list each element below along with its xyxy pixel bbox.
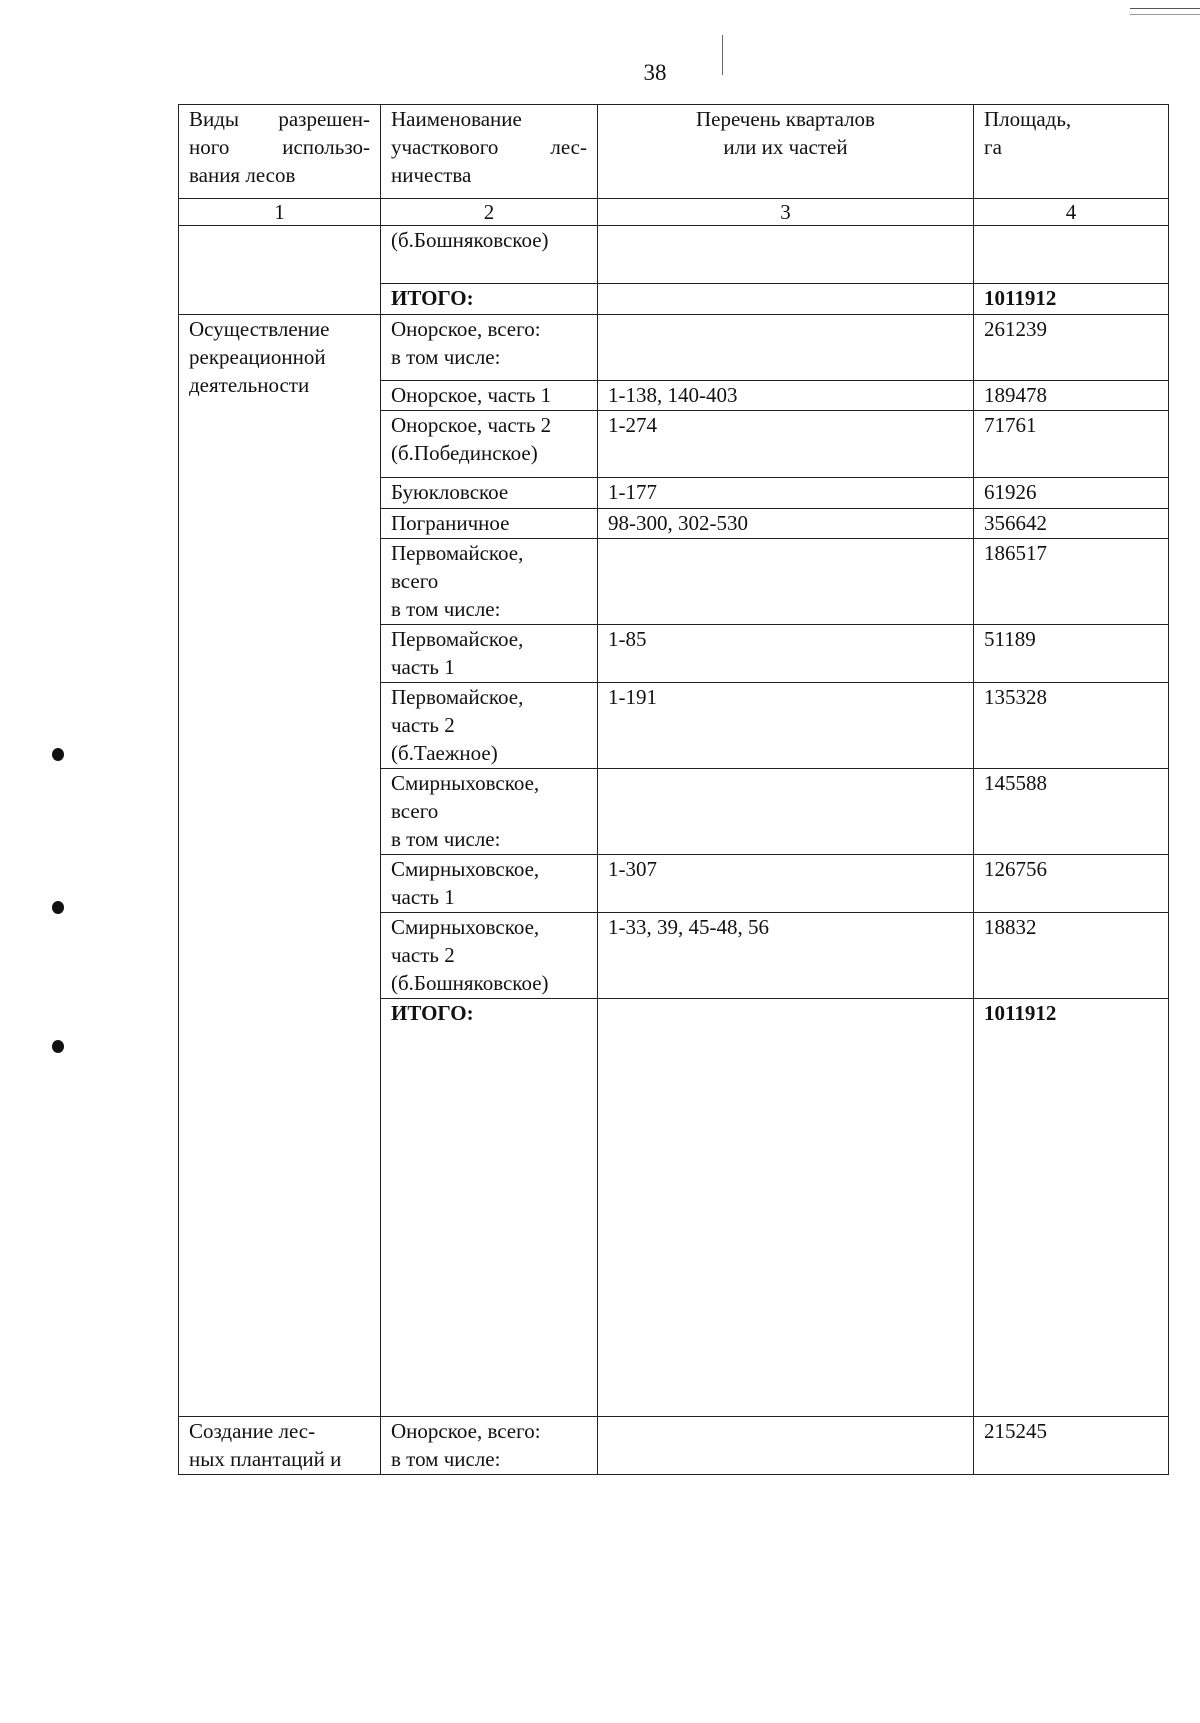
quarters-cell: [598, 769, 974, 855]
table-row: [179, 315, 1169, 381]
column-number: 3: [598, 199, 974, 226]
total-label: ИТОГО:: [381, 284, 598, 315]
table-row: [179, 226, 1169, 284]
quarters-cell: 1-33, 39, 45-48, 56: [598, 913, 974, 999]
area-cell: [974, 226, 1169, 284]
column-number: 2: [381, 199, 598, 226]
column-number-row: [179, 199, 1169, 226]
quarters-cell: [598, 315, 974, 381]
forestry-name: Онорское, всего: в том числе:: [381, 1417, 598, 1475]
header-area: Площадь, га: [974, 105, 1169, 199]
area-cell: 215245: [974, 1417, 1169, 1475]
use-type-plantations: Создание лес- ных плантаций и: [179, 1417, 381, 1475]
quarters-cell: 1-177: [598, 478, 974, 509]
table-header-row: [179, 105, 1169, 199]
quarters-cell: 98-300, 302-530: [598, 509, 974, 539]
forestry-name: Смирныховское, часть 2 (б.Бошняковское): [381, 913, 598, 999]
area-cell: 18832: [974, 913, 1169, 999]
forestry-name: Смирныховское, часть 1: [381, 855, 598, 913]
area-cell: 356642: [974, 509, 1169, 539]
total-label: ИТОГО:: [381, 999, 598, 1417]
forest-use-table: [178, 104, 1169, 1475]
carryover-type-cell: [179, 226, 381, 315]
forestry-name: Онорское, всего: в том числе:: [381, 315, 598, 381]
area-cell: 61926: [974, 478, 1169, 509]
quarters-cell: 1-307: [598, 855, 974, 913]
binder-hole-mark: [52, 748, 64, 761]
forestry-name: Пограничное: [381, 509, 598, 539]
binder-hole-mark: [52, 1040, 64, 1053]
total-area: 1011912: [974, 999, 1169, 1417]
total-area: 1011912: [974, 284, 1169, 315]
area-cell: 145588: [974, 769, 1169, 855]
quarters-cell: 1-85: [598, 625, 974, 683]
quarters-cell: 1-191: [598, 683, 974, 769]
column-number: 1: [179, 199, 381, 226]
column-number: 4: [974, 199, 1169, 226]
area-cell: 71761: [974, 411, 1169, 478]
area-cell: 261239: [974, 315, 1169, 381]
forestry-name: Первомайское, часть 1: [381, 625, 598, 683]
area-cell: 126756: [974, 855, 1169, 913]
header-quarters: Перечень кварталов или их частей: [598, 105, 974, 199]
forestry-name: Первомайское, всего в том числе:: [381, 539, 598, 625]
forestry-name: Буюкловское: [381, 478, 598, 509]
quarters-cell: [598, 226, 974, 284]
area-cell: 189478: [974, 381, 1169, 411]
quarters-cell: [598, 999, 974, 1417]
forestry-name: (б.Бошняковское): [381, 226, 598, 284]
page-number: 38: [643, 60, 667, 85]
table-row: [179, 1417, 1169, 1475]
area-cell: 51189: [974, 625, 1169, 683]
forestry-name: Онорское, часть 1: [381, 381, 598, 411]
scan-edge-line: [1130, 8, 1200, 9]
header-use-type: Виды разрешен- ного использо- вания лесов: [179, 105, 381, 199]
area-cell: 135328: [974, 683, 1169, 769]
quarters-cell: 1-274: [598, 411, 974, 478]
quarters-cell: 1-138, 140-403: [598, 381, 974, 411]
quarters-cell: [598, 284, 974, 315]
area-cell: 186517: [974, 539, 1169, 625]
forestry-name: Онорское, часть 2 (б.Побединское): [381, 411, 598, 478]
forestry-name: Первомайское, часть 2 (б.Таежное): [381, 683, 598, 769]
scan-edge-line-2: [1130, 14, 1200, 15]
quarters-cell: [598, 539, 974, 625]
forestry-name: Смирныховское, всего в том числе:: [381, 769, 598, 855]
use-type-recreation: Осуществление рекреационной деятельности: [179, 315, 381, 1417]
header-forestry-name: Наименование участкового лес- ничества: [381, 105, 598, 199]
quarters-cell: [598, 1417, 974, 1475]
binder-hole-mark: [52, 901, 64, 914]
